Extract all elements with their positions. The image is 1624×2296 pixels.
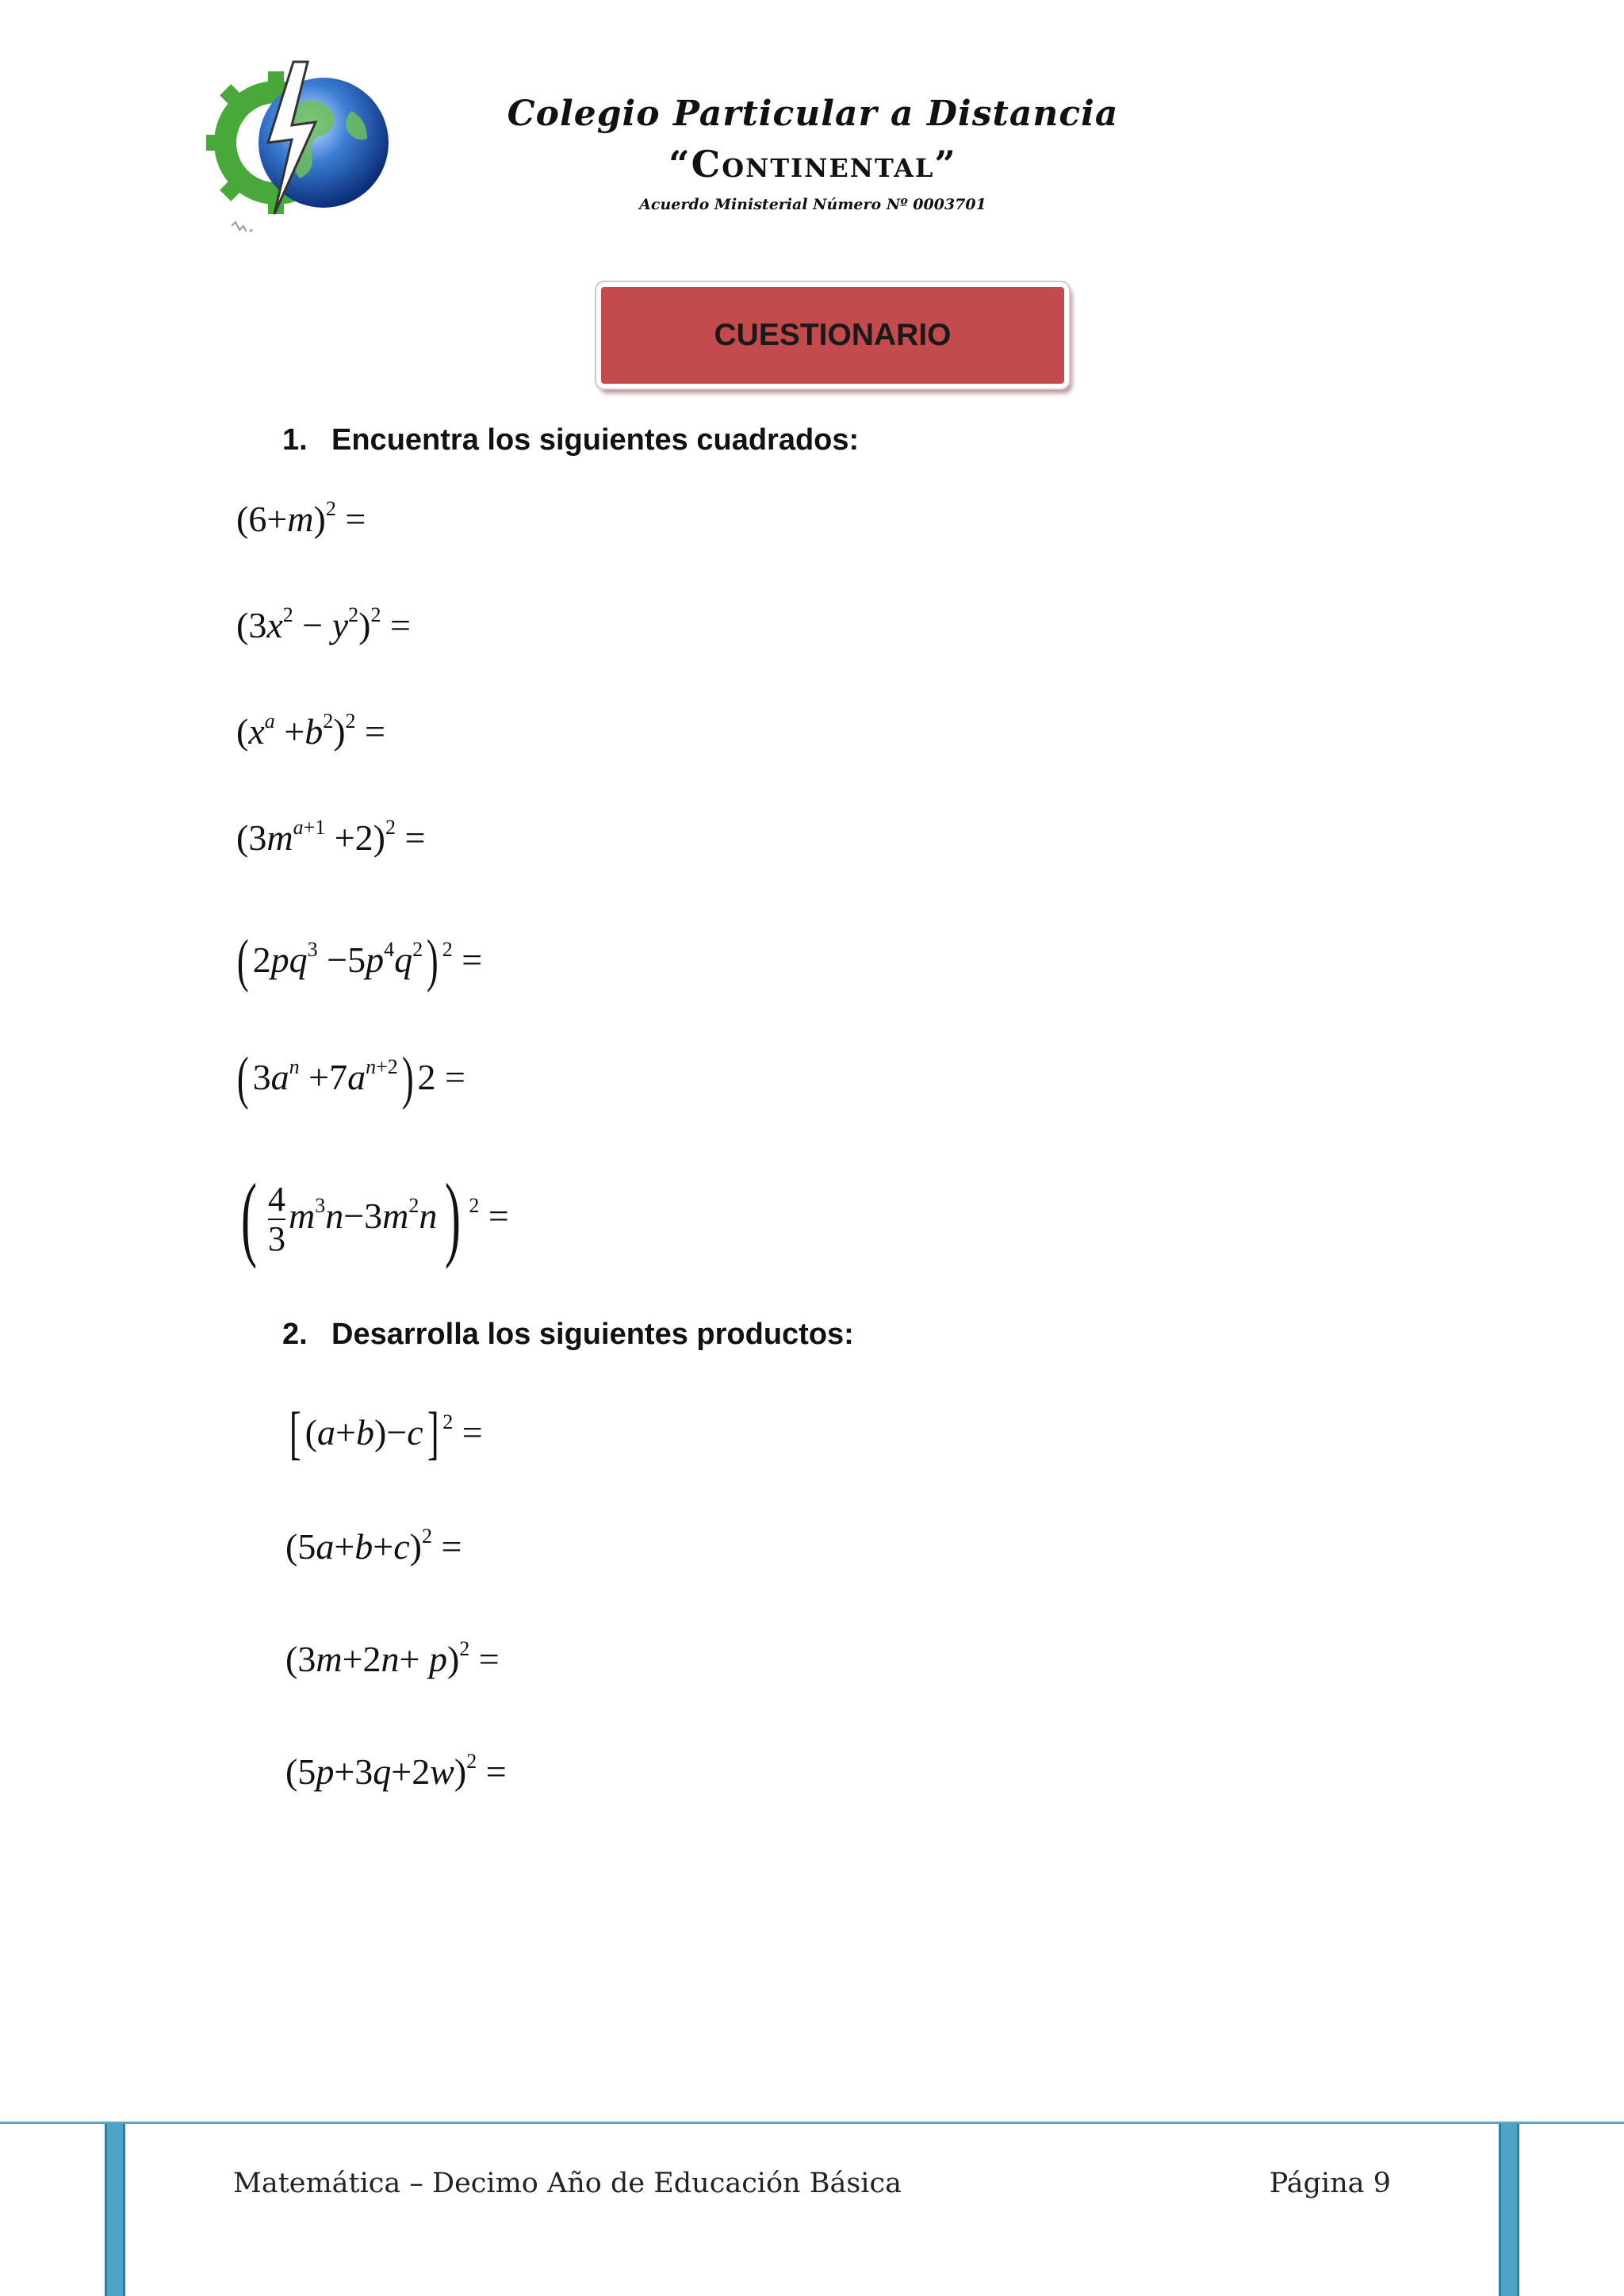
exercise-1b: $(3x^2 - y^2)^2$ =	[236, 603, 411, 645]
section-1-title: Encuentra los siguientes cuadrados:	[331, 423, 860, 457]
exercise-1e: ( $2pq^3 -5p^4q^2$) $^2$ =	[236, 928, 483, 993]
footer-page-number: Página 9	[1269, 2168, 1391, 2199]
footer-right-bar	[1499, 2124, 1519, 2296]
section-1-number: 1.	[282, 423, 308, 457]
fraction-four-thirds: $\frac{4}{3}$	[267, 1180, 285, 1259]
exercise-2d: $(5p+3q+2w)^2$ =	[285, 1750, 507, 1792]
exercise-1f: ( $3a^n +7a^{n+2}$) 2 =	[236, 1046, 465, 1111]
ministerial-agreement: Acuerdo Ministerial Número Nº 0003701	[639, 196, 986, 213]
questionnaire-title: CUESTIONARIO	[714, 318, 952, 352]
questionnaire-title-box	[596, 282, 1069, 388]
exercise-1g: ( $\frac{4}{3}$ $m^3n-3m^2n$) $^2$ =	[240, 1164, 509, 1269]
section-2-title: Desarrolla los siguientes productos:	[331, 1318, 854, 1351]
exercise-2a: [ (a+b)−c] $^2$ =	[289, 1401, 483, 1466]
exercise-2c: $(3m+2n+ p)^2$ =	[285, 1637, 500, 1679]
school-brand: “Continental”	[668, 143, 957, 186]
exercise-1a: $(6+m)^2$ =	[236, 497, 366, 539]
exercise-2b: $(5a+b+c)^2$ =	[285, 1525, 462, 1567]
footer-course: Matemática – Decimo Año de Educación Básica	[233, 2168, 902, 2199]
footer-left-bar	[105, 2124, 125, 2296]
school-name: Colegio Particular a Distancia	[507, 94, 1119, 134]
school-logo	[205, 55, 395, 222]
section-1-heading	[282, 423, 859, 457]
exercise-1c: $(x^a +b^2)^2$ =	[236, 710, 385, 752]
exercise-1d: $(3m^{a+1} +2)^2$ =	[236, 816, 426, 858]
section-2-number: 2.	[282, 1318, 308, 1351]
header-divider	[232, 220, 1400, 232]
footer-divider	[0, 2122, 1624, 2124]
section-2-heading	[282, 1318, 854, 1352]
